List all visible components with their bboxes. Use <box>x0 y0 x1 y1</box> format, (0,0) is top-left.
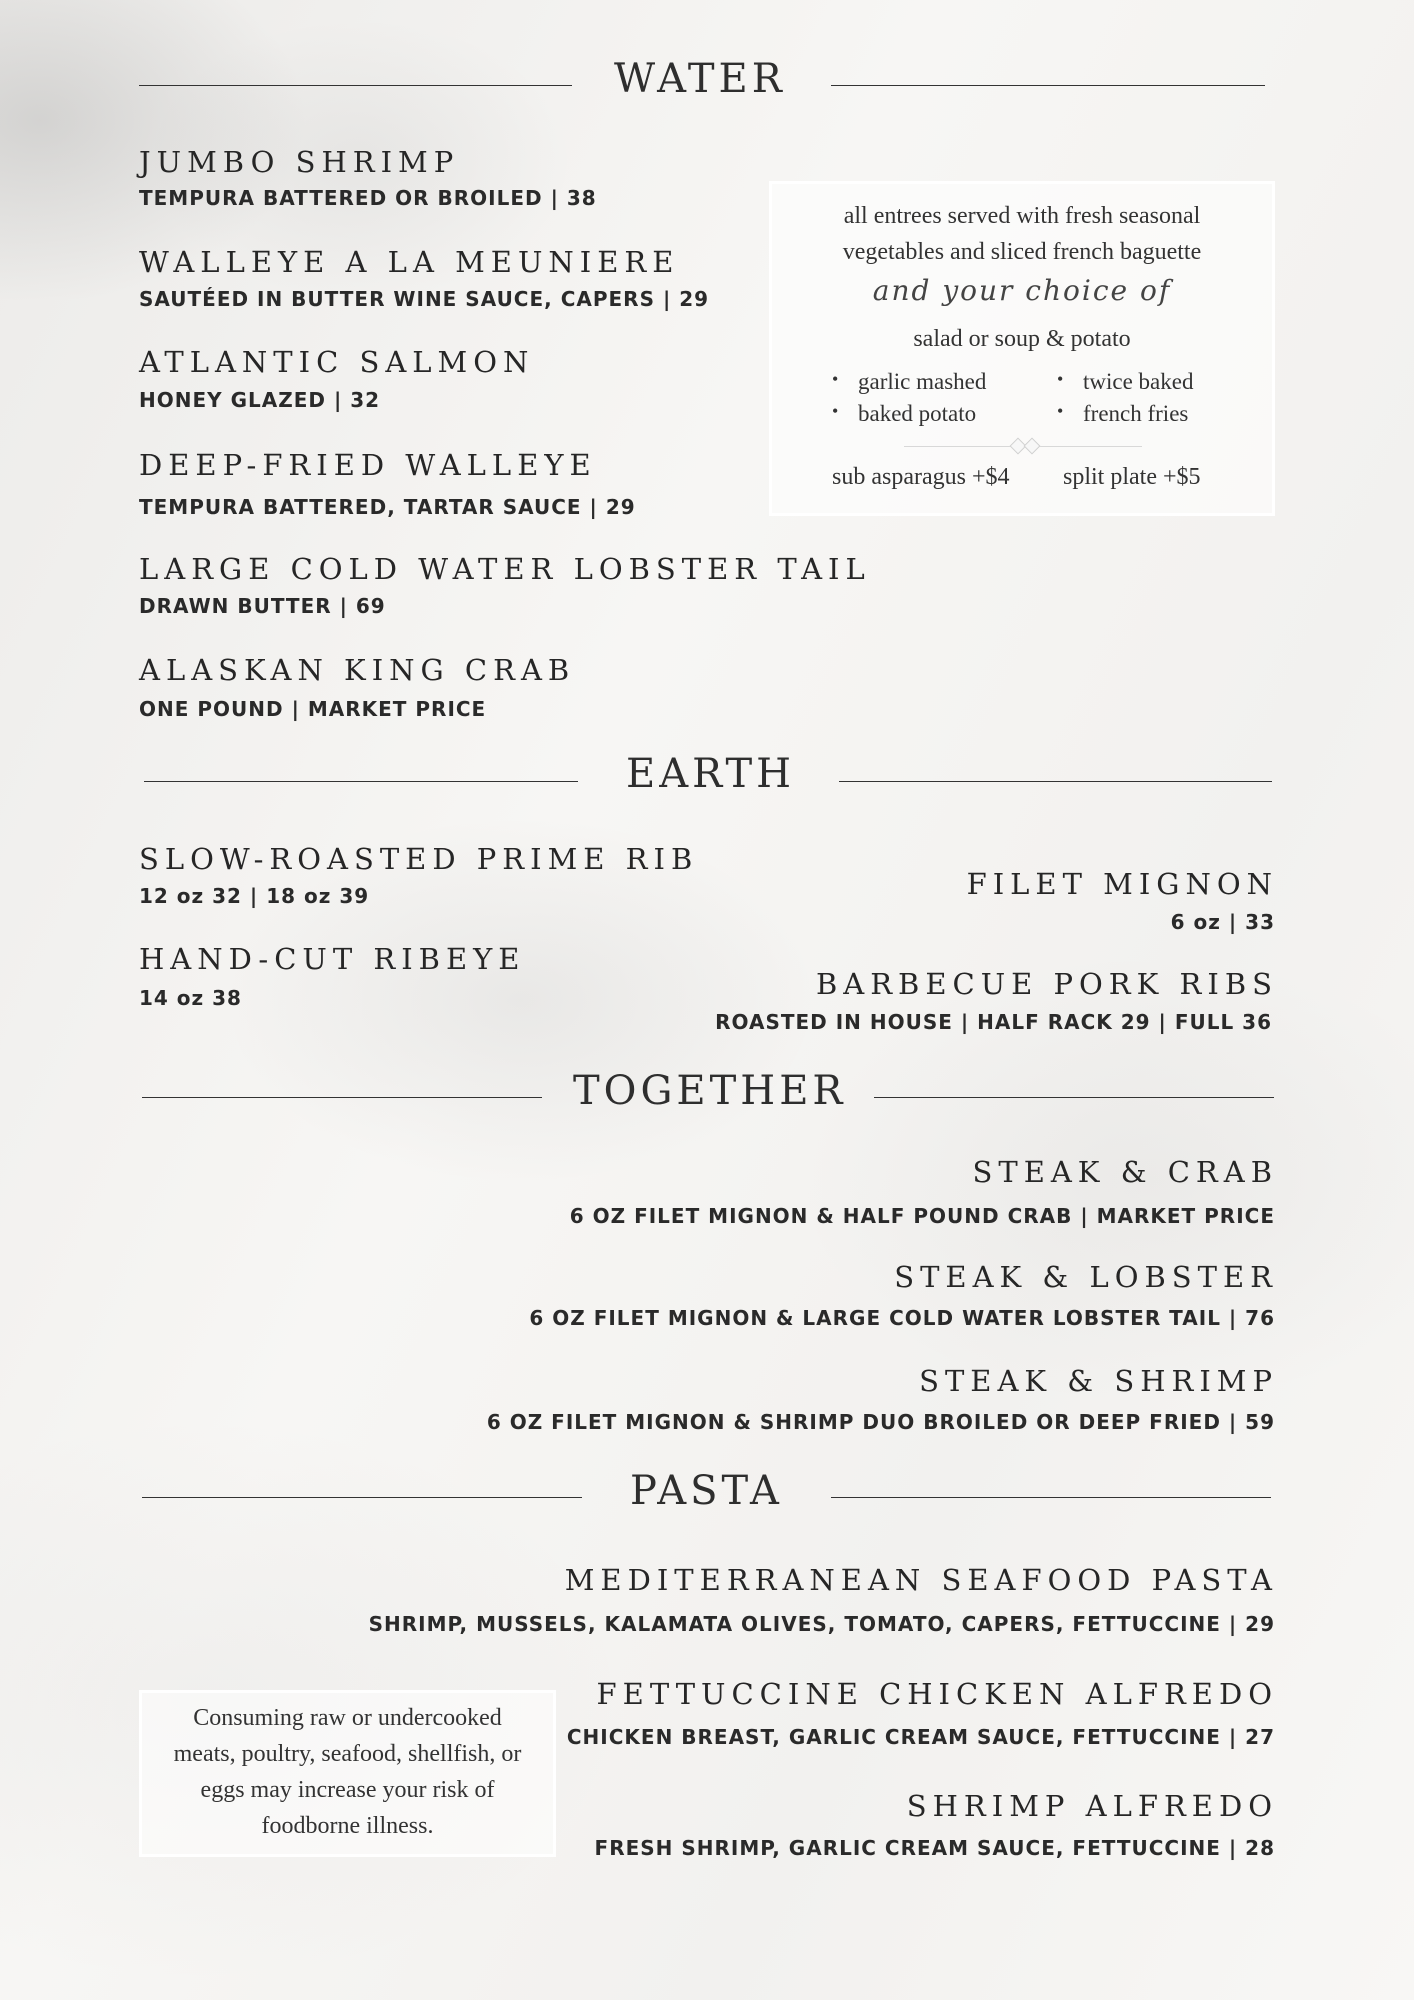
menu-item-name: STEAK & LOBSTER <box>894 1260 1278 1294</box>
menu-item-desc: DRAWN BUTTER | 69 <box>139 594 386 618</box>
split-plate-note: split plate +$5 <box>1063 464 1201 490</box>
menu-item-name: BARBECUE PORK RIBS <box>815 967 1278 1001</box>
pasta-rule-left <box>142 1497 582 1498</box>
food-safety-warning-box <box>139 1690 556 1857</box>
menu-item-desc: 6 OZ FILET MIGNON & SHRIMP DUO BROILED OR DEEP FRIED | 59 <box>486 1410 1275 1434</box>
menu-item-name: MEDITERRANEAN SEAFOOD PASTA <box>564 1563 1278 1597</box>
sub-asparagus-note: sub asparagus +$4 <box>832 464 1010 490</box>
menu-item-name: JUMBO SHRIMP <box>139 145 460 179</box>
menu-item-desc: SHRIMP, MUSSELS, KALAMATA OLIVES, TOMATO, CAPERS, FETTUCCINE | 29 <box>368 1612 1275 1636</box>
entree-line-2: vegetables and sliced french baguette <box>842 239 1202 265</box>
entree-info-box <box>769 181 1275 516</box>
menu-item-desc: 6 oz | 33 <box>1170 910 1275 934</box>
warning-line: Consuming raw or undercooked <box>193 1705 502 1731</box>
water-rule-left <box>139 85 572 86</box>
menu-item-name: ALASKAN KING CRAB <box>139 653 576 687</box>
water-rule-right <box>831 85 1265 86</box>
potato-option: • french fries <box>1083 401 1188 427</box>
menu-item-desc: ONE POUND | MARKET PRICE <box>139 697 487 721</box>
menu-item-desc: 14 oz 38 <box>139 986 242 1010</box>
warning-line: meats, poultry, seafood, shellfish, or <box>173 1741 522 1767</box>
menu-item-desc: FRESH SHRIMP, GARLIC CREAM SAUCE, FETTUCCINE | 28 <box>594 1836 1275 1860</box>
menu-item-name: DEEP-FRIED WALLEYE <box>139 448 597 482</box>
earth-rule-left <box>144 781 578 782</box>
warning-line: eggs may increase your risk of <box>200 1777 495 1803</box>
menu-item-desc: SAUTÉED IN BUTTER WINE SAUCE, CAPERS | 29 <box>139 287 710 311</box>
together-rule-right <box>874 1097 1274 1098</box>
potato-option: • twice baked <box>1083 369 1193 395</box>
menu-item-name: STEAK & CRAB <box>972 1155 1278 1189</box>
menu-item-name: STEAK & SHRIMP <box>919 1364 1278 1398</box>
entree-line-1: all entrees served with fresh seasonal <box>843 203 1201 229</box>
menu-item-name: SHRIMP ALFREDO <box>906 1789 1278 1823</box>
menu-item-desc: 6 OZ FILET MIGNON & HALF POUND CRAB | MARKET PRICE <box>569 1204 1275 1228</box>
pasta-rule-right <box>831 1497 1271 1498</box>
menu-item-desc: TEMPURA BATTERED OR BROILED | 38 <box>139 186 597 210</box>
menu-item-desc: HONEY GLAZED | 32 <box>139 388 381 412</box>
entree-line-3: salad or soup & potato <box>913 326 1131 352</box>
menu-item-name: ATLANTIC SALMON <box>139 345 535 379</box>
menu-item-name: LARGE COLD WATER LOBSTER TAIL <box>139 552 871 586</box>
earth-rule-right <box>839 781 1272 782</box>
water-section-title: WATER <box>614 56 786 102</box>
diamond-ornament-icon <box>1024 438 1041 455</box>
menu-item-name: FILET MIGNON <box>966 867 1278 901</box>
menu-item-name: SLOW-ROASTED PRIME RIB <box>139 842 699 876</box>
together-section-title: TOGETHER <box>573 1068 847 1114</box>
potato-option: • baked potato <box>858 401 976 427</box>
menu-item-desc: TEMPURA BATTERED, TARTAR SAUCE | 29 <box>139 495 636 519</box>
together-rule-left <box>142 1097 542 1098</box>
warning-line: foodborne illness. <box>261 1813 434 1839</box>
entree-script-line: and your choice of <box>872 274 1172 307</box>
menu-item-name: WALLEYE A LA MEUNIERE <box>139 245 680 279</box>
menu-item-desc: 6 OZ FILET MIGNON & LARGE COLD WATER LOBSTER TAIL | 76 <box>529 1306 1275 1330</box>
menu-item-desc: CHICKEN BREAST, GARLIC CREAM SAUCE, FETTUCCINE | 27 <box>566 1725 1275 1749</box>
menu-item-name: HAND-CUT RIBEYE <box>139 942 526 976</box>
menu-item-desc: 12 oz 32 | 18 oz 39 <box>139 884 370 908</box>
menu-item-name: FETTUCCINE CHICKEN ALFREDO <box>596 1677 1278 1711</box>
earth-section-title: EARTH <box>626 751 796 797</box>
pasta-section-title: PASTA <box>630 1468 783 1514</box>
potato-option: • garlic mashed <box>858 369 986 395</box>
menu-item-desc: ROASTED IN HOUSE | HALF RACK 29 | FULL 36 <box>715 1010 1272 1034</box>
